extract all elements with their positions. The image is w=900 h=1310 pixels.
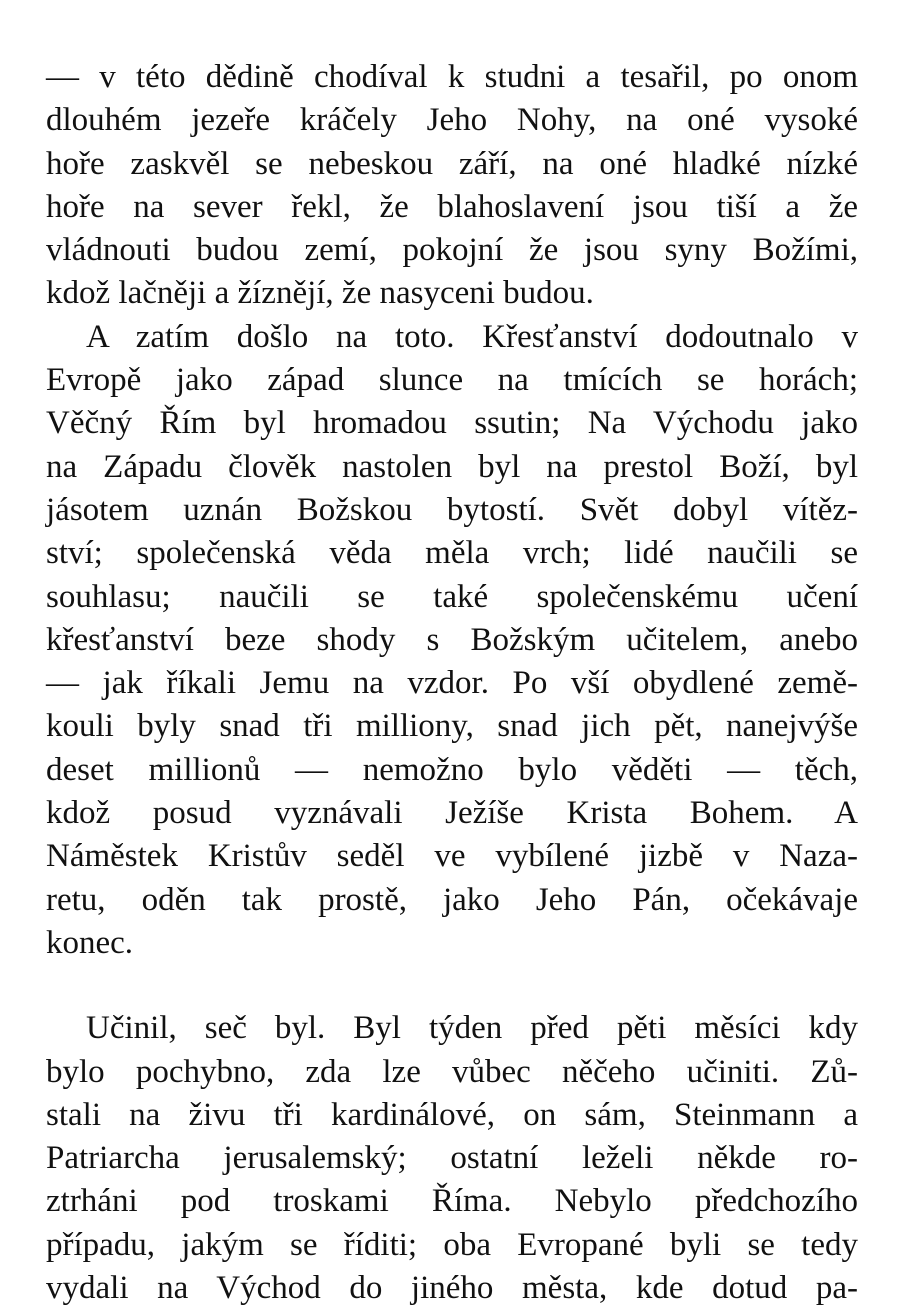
text-line: retu, oděn tak prostě, jako Jeho Pán, očekávaje [46, 881, 858, 918]
text-line: kdož posud vyznávali Ježíše Krista Bohem. A [46, 795, 858, 832]
text-line: Učinil, seč byl. Byl týden před pěti měsíci kdy [86, 1010, 858, 1047]
text-line: A zatím došlo na toto. Křesťanství dodoutnalo v [86, 318, 858, 355]
text-line: jásotem uznán Božskou bytostí. Svět dobyl vítěz- [46, 491, 858, 528]
page-body [46, 56, 858, 1310]
paragraph-1 [46, 56, 858, 316]
text-line: — jak říkali Jemu na vzdor. Po vší obydlené země- [46, 665, 858, 702]
text-line: ství; společenská věda měla vrch; lidé naučili se [46, 535, 858, 572]
text-line: — v této dědině chodíval k studni a tesařil, po onom [46, 59, 858, 95]
text-line: Patriarcha jerusalemský; ostatní leželi někde ro- [46, 1140, 858, 1177]
text-line: souhlasu; naučili se také společenskému učení [46, 578, 858, 615]
text-line: Věčný Řím byl hromadou ssutin; Na Východu jako [46, 405, 858, 442]
text-line: vládnouti budou zemí, pokojní že jsou syny Božími, [46, 232, 858, 269]
text-line: konec. [46, 924, 134, 961]
text-line: kouli byly snad tři milliony, snad jich pět, nanejvýše [46, 708, 858, 745]
text-line: ztrháni pod troskami Říma. Nebylo předchozího [46, 1183, 858, 1220]
text-line: hoře na sever řekl, že blahoslavení jsou tiší a že [46, 188, 858, 225]
text-line: kdož lačněji a žíznějí, že nasyceni budou. [46, 275, 594, 312]
text-line: stali na živu tři kardinálové, on sám, Steinmann a [46, 1096, 858, 1133]
text-line: křesťanství beze shody s Božským učitelem, anebo [46, 621, 858, 658]
text-line: na Západu člověk nastolen byl na prestol Boží, byl [46, 448, 858, 485]
text-line: vydali na Východ do jiného města, kde dotud pa- [46, 1270, 858, 1307]
text-line: deset millionů — nemožno bylo věděti — těch, [46, 751, 858, 788]
text-line: Evropě jako západ slunce na tmících se horách; [46, 362, 858, 399]
paragraph-3 [46, 1007, 858, 1310]
text-line: hoře zaskvěl se nebeskou září, na oné hladké nízké [46, 145, 858, 182]
text-line: bylo pochybno, zda lze vůbec něčeho učiniti. Zů- [46, 1053, 858, 1090]
text-line: dlouhém jezeře kráčely Jeho Nohy, na oné vysoké [46, 102, 858, 139]
text-line: případu, jakým se říditi; oba Evropané byli se tedy [46, 1226, 858, 1263]
text-line: Náměstek Kristův seděl ve vybílené jizbě v Naza- [46, 838, 858, 875]
paragraph-2 [46, 316, 858, 965]
